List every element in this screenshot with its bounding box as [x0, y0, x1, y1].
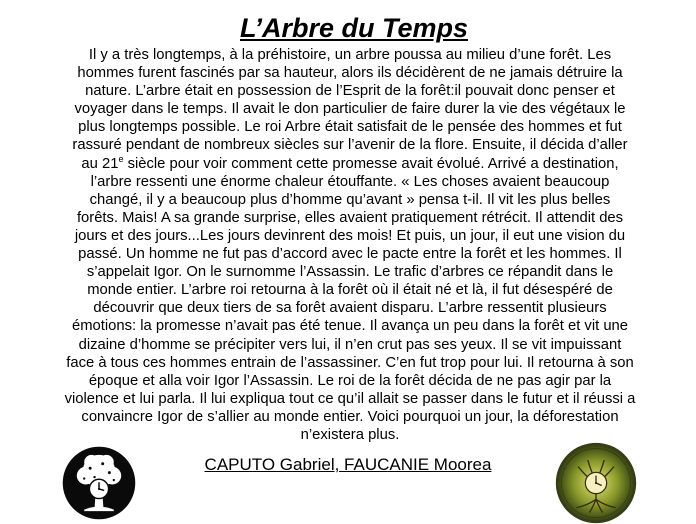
text-line: face à tous ces hommes entrain de l’assassiner. C’en fut trop pour lui. Il retourna à son	[66, 354, 634, 371]
text-line: dizaine d’homme se précipiter vers lui, il n’en crut pas ses yeux. Il se vit impuissant	[78, 336, 622, 353]
text-line: plus longtemps possible. Le roi Arbre était satisfait de le pensée des hommes et fut	[78, 119, 622, 136]
text-line: découvrir que deux tiers de sa forêt avaient disparu. L’arbre ressentit plusieurs	[93, 300, 607, 317]
text-line: rassuré pendant de nombreux siècles sur l’avenir de la flore. Ensuite, il décida d’aller	[72, 137, 628, 154]
text-line: jours et des jours...Les jours devinrent des mois! Et puis, un jour, il eut une vision du	[74, 227, 626, 244]
century-superscript: e	[118, 153, 124, 164]
text-line: voyager dans le temps. Il avait le don particulier de faire durer la vie des végétaux le	[74, 101, 626, 118]
text-line: époque et alla voir Igor l’Assassin. Le roi de la forêt décida de ne pas agir par la	[88, 372, 612, 389]
tree-clock-emblem-left	[62, 446, 136, 520]
text-line: violence et lui parla. Il lui expliqua tout ce qu’il allait se passer dans le futur et il réussi a	[64, 390, 636, 407]
story-text	[30, 46, 670, 444]
text-line: changé, il y a beaucoup plus d’homme qu’avant » pensa t-il. Il vit les plus belles	[89, 191, 611, 208]
text-line: nature. L’arbre était en possession de l’Esprit de la forêt:il pouvait donc penser et	[85, 83, 615, 100]
text-line: Il y a très longtemps, à la préhistoire, un arbre poussa au milieu d’une forêt. Les	[88, 47, 612, 63]
century-prefix: au 21	[81, 155, 119, 172]
tree-of-life-clock-emblem-right	[555, 442, 637, 524]
text-line: l’arbre ressenti une énorme chaleur étouffante. « Les choses avaient beaucoup	[90, 173, 610, 190]
text-line	[30, 155, 670, 173]
authors-line: CAPUTO Gabriel, FAUCANIE Moorea	[204, 455, 492, 474]
text-line: monde entier. L’arbre roi retourna à la forêt où il était né et là, il fut désespéré de	[87, 282, 613, 299]
document-title: L’Arbre du Temps	[239, 13, 469, 43]
text-line: hommes furent fascinés par sa hauteur, alors ils décidèrent de ne jamais détruire la	[77, 65, 623, 82]
text-line: émotions: la promesse n’avait pas été tenue. Il avança un peu dans la forêt et vit une	[71, 318, 629, 335]
text-line: forêts. Mais! A sa grande surprise, elles avaient pratiquement rétrécit. Il attendit des	[76, 209, 624, 226]
text-line: n’existera plus.	[300, 426, 400, 443]
text-line: convaincre Igor de s’allier au monde entier. Voici pourquoi un jour, la déforestation	[81, 408, 619, 425]
text-line: s’appelait Igor. On le surnomme l’Assassin. Le trafic d’arbres ce répandit dans le	[86, 264, 614, 281]
text-line: passé. Un homme ne fut pas d’accord avec le pacte entre la forêt et les hommes. Il	[78, 246, 622, 263]
text-line-rest: siècle pour voir comment cette promesse avait évolué. Arrivé a destination,	[127, 155, 619, 172]
